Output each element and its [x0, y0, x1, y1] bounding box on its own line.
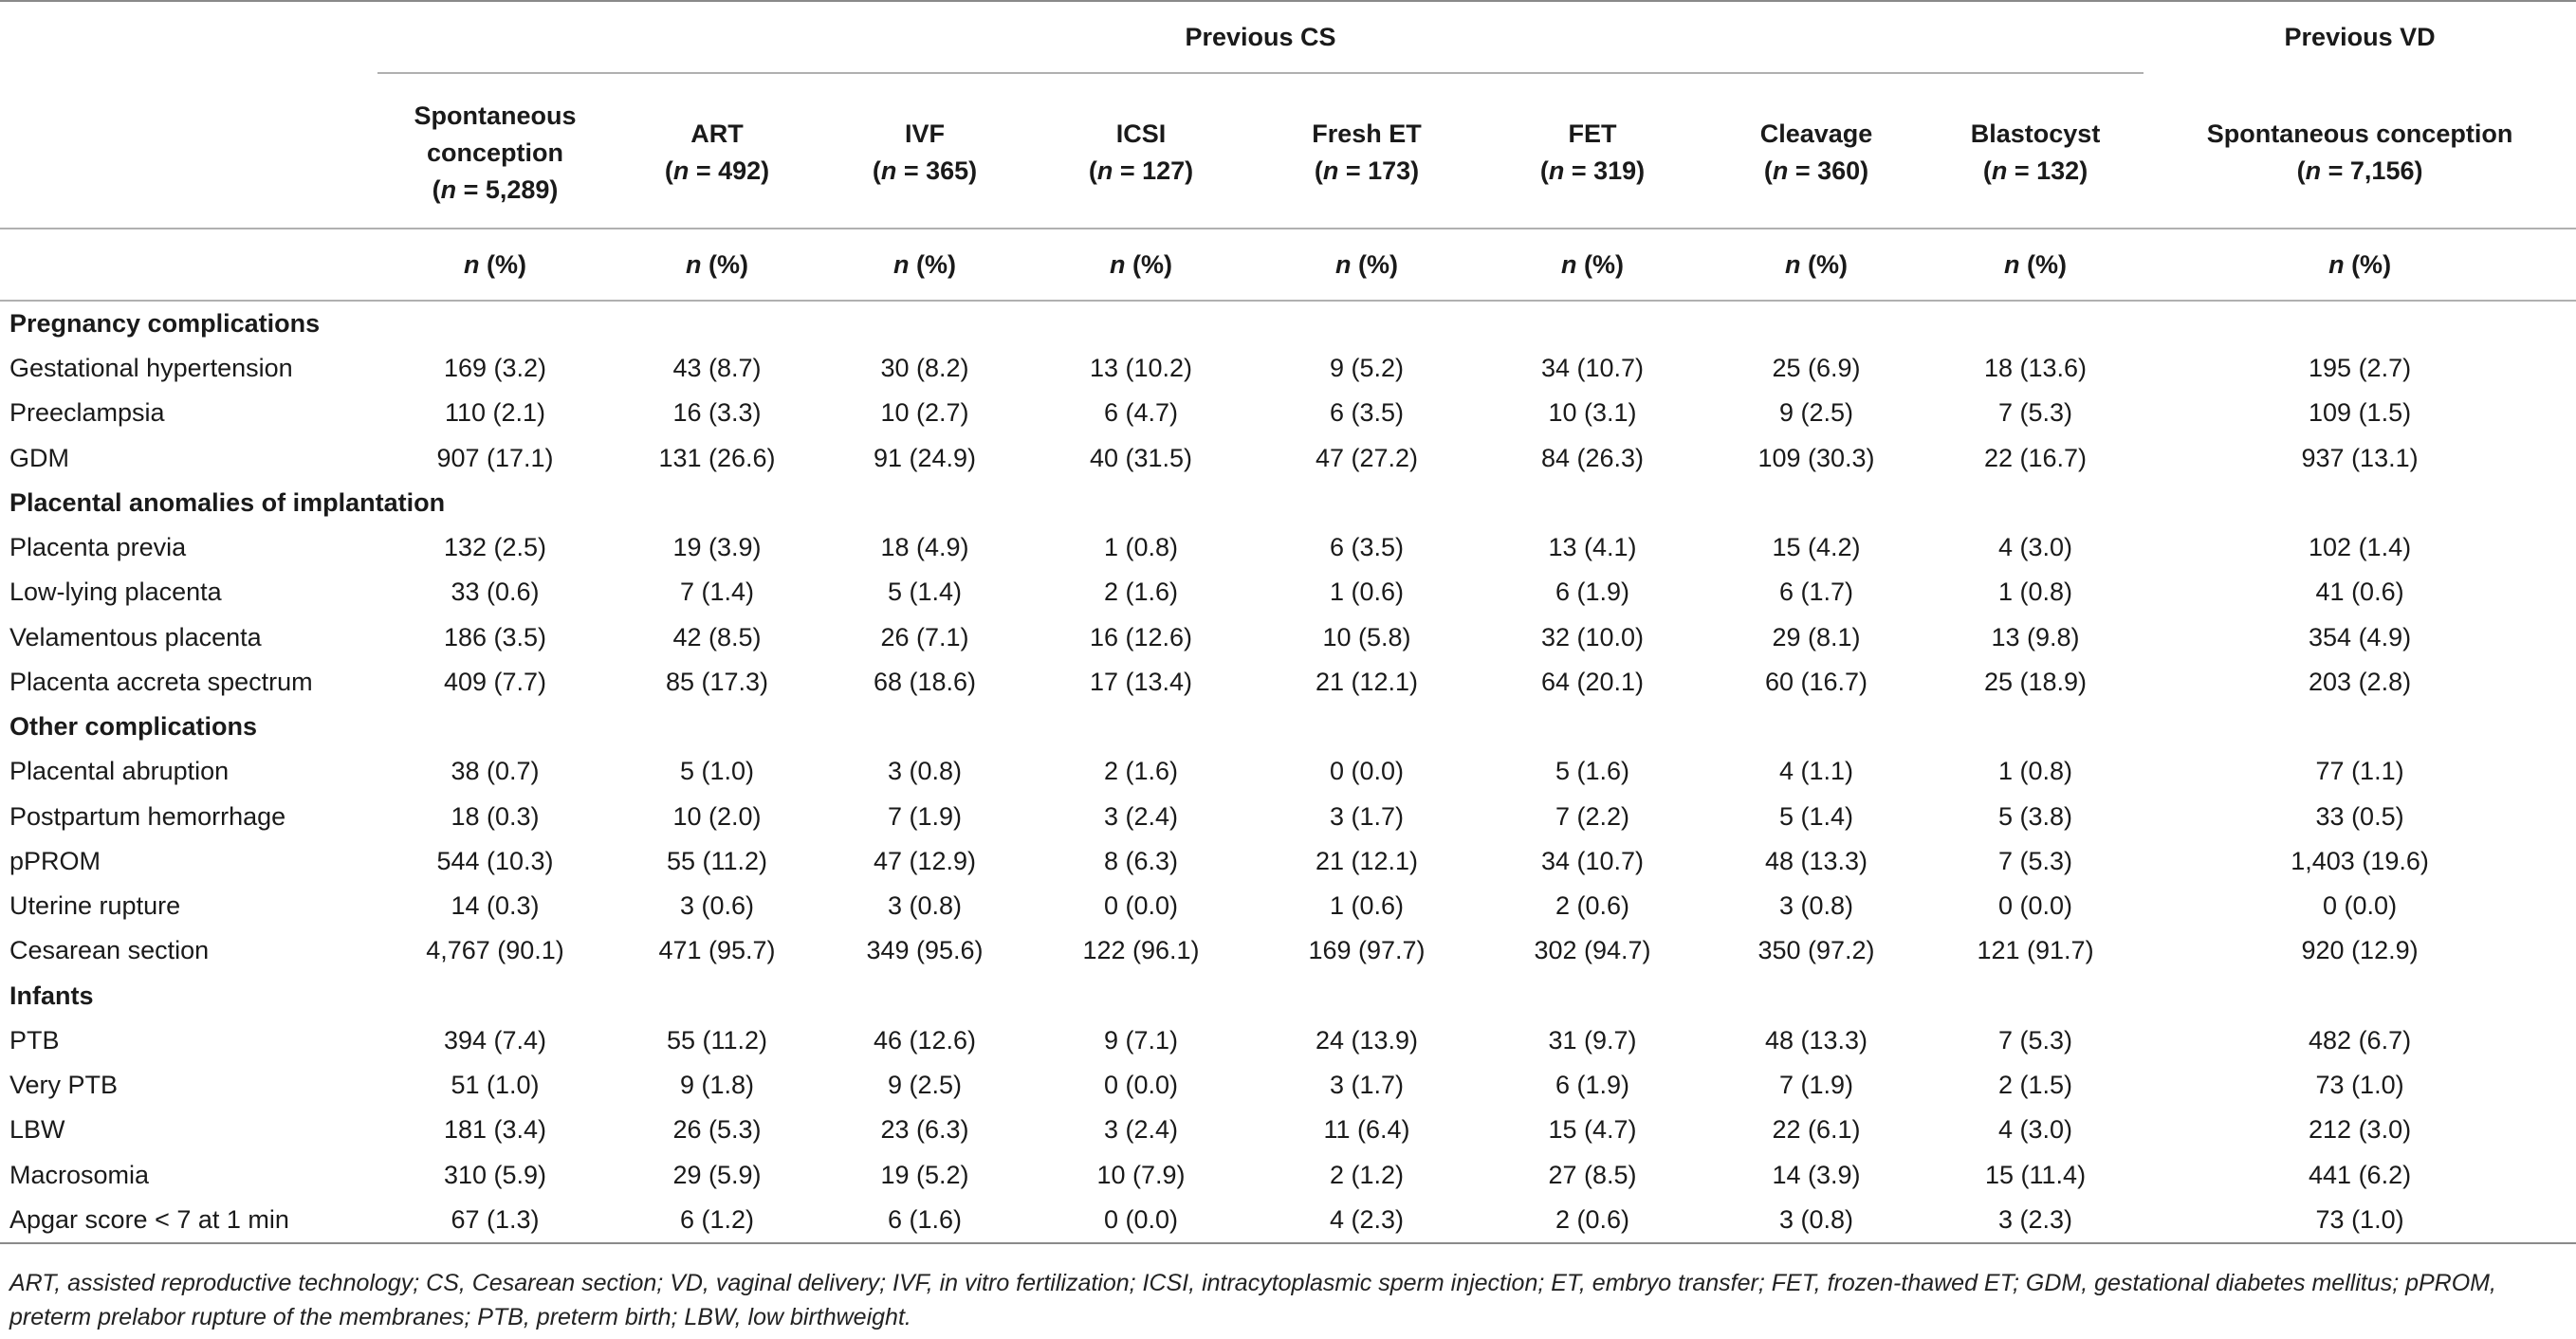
table-cell: 33 (0.6) — [451, 578, 540, 607]
table-row — [0, 346, 2576, 391]
unit-pct: (%) — [479, 249, 526, 279]
table-cell: 1,403 (19.6) — [2291, 846, 2429, 875]
table-cell: 10 (2.7) — [880, 398, 969, 428]
unit-n: n — [1561, 249, 1577, 279]
table-cell: 33 (0.5) — [2315, 801, 2404, 831]
table-cell: 9 (2.5) — [1778, 398, 1854, 428]
unit-n: n — [464, 249, 480, 279]
column-header-0 — [377, 73, 613, 229]
table-cell: 25 (6.9) — [1772, 354, 1861, 383]
table-cell: 38 (0.7) — [451, 757, 540, 786]
table-cell: 169 (97.7) — [1308, 936, 1426, 965]
table-cell: 2 (0.6) — [1480, 1198, 1705, 1243]
table-row — [0, 1152, 2576, 1197]
table-cell: 14 (0.3) — [451, 891, 540, 921]
table-cell: 7 (1.4) — [679, 578, 755, 607]
table-cell: 48 (13.3) — [1764, 846, 1868, 875]
column-header-3 — [1028, 73, 1254, 229]
column-header-6 — [1705, 73, 1927, 229]
table-cell: 4 (3.0) — [1998, 533, 2073, 562]
table-cell: 7 (5.3) — [1998, 398, 2073, 428]
table-cell: 5 (1.4) — [1778, 801, 1854, 831]
table-cell: 471 (95.7) — [658, 936, 776, 965]
sample-size-value: = 173) — [1338, 156, 1420, 185]
table-cell: 13 (9.8) — [1991, 622, 2080, 651]
table-cell: 920 (12.9) — [2301, 936, 2419, 965]
table-cell: 0 (0.0) — [1103, 1071, 1179, 1099]
table-cell: 21 (12.1) — [1315, 667, 1419, 696]
table-cell: 91 (24.9) — [873, 443, 977, 472]
column-header-title: Spontaneous conception — [2206, 119, 2513, 148]
column-header-sample-size: (n = 127) — [1088, 156, 1194, 185]
table-cell: 6 (1.6) — [821, 1198, 1028, 1243]
table-cell: 19 (5.2) — [880, 1160, 969, 1189]
sample-size-symbol: n — [1322, 156, 1339, 185]
table-cell: 55 (11.2) — [666, 846, 768, 875]
table-cell: 21 (12.1) — [1315, 846, 1419, 875]
section-header-row — [0, 974, 2576, 1018]
row-label: Placental abruption — [9, 757, 230, 786]
column-header-title: ICSI — [1115, 119, 1167, 148]
table-cell: 122 (96.1) — [1082, 936, 1200, 965]
row-label: GDM — [9, 443, 69, 472]
table-cell: 195 (2.7) — [2309, 354, 2412, 383]
column-header-5 — [1480, 73, 1705, 229]
table-cell: 24 (13.9) — [1315, 1025, 1419, 1055]
table-cell: 23 (6.3) — [880, 1115, 969, 1145]
table-cell: 1 (0.8) — [1103, 533, 1179, 562]
column-header-7 — [1927, 73, 2144, 229]
table-cell: 5 (1.6) — [1555, 757, 1630, 786]
row-label: Placenta previa — [9, 533, 187, 562]
table-cell: 13 (10.2) — [1089, 354, 1193, 383]
table-cell: 7 (1.9) — [887, 801, 963, 831]
table-cell: 42 (8.5) — [672, 622, 762, 651]
table-cell: 2 (0.6) — [1555, 891, 1630, 921]
column-header-title: FET — [1568, 119, 1617, 148]
table-cell: 10 (5.8) — [1322, 622, 1411, 651]
unit-header-row — [0, 229, 2576, 301]
table-cell: 15 (11.4) — [1985, 1160, 2087, 1189]
unit-pct: (%) — [2019, 249, 2068, 279]
table-cell: 9 (2.5) — [887, 1071, 963, 1099]
table-cell: 26 (5.3) — [672, 1115, 762, 1145]
table-cell: 4,767 (90.1) — [426, 936, 564, 965]
table-row — [0, 928, 2576, 973]
table-cell: 3 (2.4) — [1103, 801, 1179, 831]
column-header-title: Blastocyst — [1970, 119, 2101, 148]
table-cell: 212 (3.0) — [2309, 1115, 2412, 1145]
row-label: Apgar score < 7 at 1 min — [0, 1198, 377, 1243]
table-cell: 64 (20.1) — [1540, 667, 1645, 696]
table-cell: 60 (16.7) — [1764, 667, 1868, 696]
table-cell: 441 (6.2) — [2309, 1160, 2412, 1189]
table-cell: 29 (5.9) — [672, 1160, 762, 1189]
table-cell: 7 (5.3) — [1998, 846, 2073, 875]
table-cell: 2 (1.6) — [1103, 757, 1179, 786]
table-cell: 0 (0.0) — [1329, 757, 1405, 786]
table-cell: 77 (1.1) — [2315, 757, 2404, 786]
table-row — [0, 614, 2576, 659]
table-row — [0, 1108, 2576, 1152]
table-cell: 1 (0.6) — [1329, 891, 1405, 921]
row-label: Cesarean section — [9, 936, 210, 965]
table-cell: 26 (7.1) — [880, 622, 969, 651]
unit-header-5 — [1480, 229, 1705, 301]
table-cell: 482 (6.7) — [2309, 1025, 2412, 1055]
unit-pct: (%) — [701, 249, 748, 279]
sample-size-symbol: n — [880, 156, 897, 185]
table-cell: 48 (13.3) — [1764, 1025, 1868, 1055]
section-title: Placental anomalies of implantation — [9, 487, 446, 517]
unit-pct: (%) — [2344, 249, 2392, 279]
table-cell: 29 (8.1) — [1772, 622, 1861, 651]
table-cell: 394 (7.4) — [443, 1025, 547, 1055]
table-cell: 73 (1.0) — [2315, 1071, 2404, 1099]
table-cell: 22 (16.7) — [1983, 443, 2088, 472]
table-cell: 47 (12.9) — [873, 846, 977, 875]
unit-header-4 — [1254, 229, 1480, 301]
column-header-sample-size: (n = 492) — [664, 156, 770, 185]
table-cell: 3 (2.3) — [1927, 1198, 2144, 1243]
table-cell: 0 (0.0) — [1103, 891, 1179, 921]
stub-header-cell — [0, 73, 377, 229]
section-title: Infants — [9, 981, 94, 1010]
sample-size-symbol: n — [1991, 156, 2008, 185]
table-cell: 3 (1.7) — [1329, 801, 1405, 831]
table-cell: 3 (2.4) — [1103, 1115, 1179, 1145]
table-cell: 3 (0.8) — [887, 891, 963, 921]
table-cell: 203 (2.8) — [2309, 667, 2412, 696]
unit-n: n — [893, 249, 910, 279]
column-header-sample-size: (n = 360) — [1763, 156, 1869, 185]
table-cell: 102 (1.4) — [2309, 533, 2412, 562]
unit-header-2 — [821, 229, 1028, 301]
column-header-sample-size: (n = 132) — [1982, 156, 2088, 185]
table-cell: 27 (8.5) — [1548, 1160, 1637, 1189]
table-cell: 169 (3.2) — [443, 354, 547, 383]
row-label: Very PTB — [9, 1071, 119, 1099]
table-cell: 55 (11.2) — [666, 1025, 768, 1055]
table-cell: 15 (4.7) — [1548, 1115, 1637, 1145]
table-cell: 18 (13.6) — [1983, 354, 2088, 383]
table-cell: 121 (91.7) — [1977, 936, 2094, 965]
table-cell: 18 (0.3) — [451, 801, 540, 831]
table-cell: 109 (30.3) — [1757, 443, 1875, 472]
table-cell: 85 (17.3) — [665, 667, 769, 696]
unit-pct: (%) — [1351, 249, 1398, 279]
table-cell: 84 (26.3) — [1540, 443, 1645, 472]
unit-header-8 — [2144, 229, 2576, 301]
table-cell: 4 (2.3) — [1254, 1198, 1480, 1243]
section-title: Other complications — [9, 712, 258, 742]
unit-pct: (%) — [1800, 249, 1848, 279]
table-cell: 6 (1.9) — [1555, 1071, 1630, 1099]
table-cell: 349 (95.6) — [866, 936, 984, 965]
table-cell: 6 (4.7) — [1103, 398, 1179, 428]
sample-size-value: = 132) — [2007, 156, 2088, 185]
table-cell: 544 (10.3) — [436, 846, 554, 875]
table-cell: 5 (1.4) — [887, 578, 963, 607]
table-cell: 13 (4.1) — [1548, 533, 1637, 562]
sample-size-value: = 365) — [896, 156, 978, 185]
table-cell: 10 (2.0) — [672, 801, 762, 831]
unit-pct: (%) — [1576, 249, 1624, 279]
table-cell: 350 (97.2) — [1757, 936, 1875, 965]
row-label: Postpartum hemorrhage — [9, 801, 286, 831]
table-cell: 3 (0.8) — [887, 757, 963, 786]
table-cell: 1 (0.8) — [1998, 578, 2073, 607]
table-cell: 7 (1.9) — [1778, 1071, 1854, 1099]
table-cell: 4 (3.0) — [1998, 1115, 2073, 1145]
table-cell: 186 (3.5) — [443, 622, 547, 651]
table-cell: 109 (1.5) — [2309, 398, 2412, 428]
column-header-sample-size: (n = 365) — [872, 156, 978, 185]
table-cell: 19 (3.9) — [672, 533, 762, 562]
table-cell: 5 (1.0) — [679, 757, 755, 786]
table-row — [0, 749, 2576, 794]
table-cell: 40 (31.5) — [1089, 443, 1193, 472]
unit-header-3 — [1028, 229, 1254, 301]
table-footnote: ART, assisted reproductive technology; CS, Cesarean section; VD, vaginal delivery; IVF, in vitro fertilization; ICSI, intracytoplasmic sperm injection; ET, embryo transfer; FET, frozen-thawed ET; GDM, gestational diabetes mellitus; pPROM, preterm prelabor rupture of the membranes; PTB, preterm birth; LBW, low birthweight. — [9, 1270, 2496, 1330]
column-header-title: IVF — [904, 119, 945, 148]
table-row — [0, 660, 2576, 705]
sample-size-symbol: n — [1548, 156, 1565, 185]
table-cell: 6 (1.2) — [613, 1198, 821, 1243]
unit-n: n — [2004, 249, 2020, 279]
row-label: Macrosomia — [9, 1160, 150, 1189]
table-cell: 32 (10.0) — [1540, 622, 1645, 651]
table-cell: 9 (1.8) — [679, 1071, 755, 1099]
table-cell: 132 (2.5) — [443, 533, 547, 562]
table-cell: 302 (94.7) — [1534, 936, 1651, 965]
table-cell: 0 (0.0) — [1028, 1198, 1254, 1243]
column-header-sample-size: (n = 5,289) — [432, 174, 559, 204]
section-title: Pregnancy complications — [9, 309, 321, 338]
section-header-row — [0, 481, 2576, 525]
table-cell: 131 (26.6) — [658, 443, 776, 472]
column-header-sample-size: (n = 173) — [1314, 156, 1420, 185]
table-cell: 937 (13.1) — [2301, 443, 2419, 472]
table-cell: 6 (3.5) — [1329, 398, 1405, 428]
table-cell: 15 (4.2) — [1772, 533, 1861, 562]
table-cell: 43 (8.7) — [672, 354, 762, 383]
table-cell: 51 (1.0) — [451, 1071, 540, 1099]
sample-size-symbol: n — [440, 174, 457, 204]
column-header-sample-size: (n = 7,156) — [2296, 156, 2423, 185]
table-cell: 6 (1.7) — [1778, 578, 1854, 607]
section-header-row — [0, 301, 2576, 346]
table-cell: 10 (7.9) — [1096, 1160, 1186, 1189]
column-header-title: Fresh ET — [1312, 119, 1422, 148]
row-label: LBW — [9, 1115, 65, 1145]
column-header-8 — [2144, 73, 2576, 229]
table-cell: 354 (4.9) — [2309, 622, 2412, 651]
table-row — [0, 391, 2576, 435]
table-row — [0, 570, 2576, 614]
table-cell: 6 (1.9) — [1555, 578, 1630, 607]
table-cell: 1 (0.8) — [1998, 757, 2073, 786]
table-cell: 18 (4.9) — [880, 533, 969, 562]
column-header-title-line2: conception — [426, 138, 563, 167]
sample-size-symbol: n — [1096, 156, 1113, 185]
unit-n: n — [686, 249, 702, 279]
stub-header-cell — [0, 229, 377, 301]
sample-size-value: = 7,156) — [2321, 156, 2423, 185]
unit-pct: (%) — [1125, 249, 1172, 279]
column-header-1 — [613, 73, 821, 229]
table-cell: 9 (7.1) — [1103, 1025, 1179, 1055]
table-cell: 2 (1.6) — [1103, 578, 1179, 607]
table-cell: 10 (3.1) — [1548, 398, 1637, 428]
unit-header-6 — [1705, 229, 1927, 301]
table-row — [0, 839, 2576, 884]
group-header-previous-vd: Previous VD — [2144, 1, 2576, 73]
unit-n: n — [1110, 249, 1126, 279]
sample-size-symbol: n — [1772, 156, 1789, 185]
table-cell: 310 (5.9) — [443, 1160, 547, 1189]
table-cell: 9 (5.2) — [1329, 354, 1405, 383]
row-label: Uterine rupture — [9, 891, 181, 921]
column-header-title: Spontaneous — [414, 101, 577, 130]
table-cell: 30 (8.2) — [880, 354, 969, 383]
sample-size-symbol: n — [672, 156, 690, 185]
column-header-row — [0, 73, 2576, 229]
table-cell: 8 (6.3) — [1103, 846, 1179, 875]
table-cell: 907 (17.1) — [436, 443, 554, 472]
stub-header-cell — [0, 1, 377, 73]
table-cell: 46 (12.6) — [873, 1025, 977, 1055]
table-cell: 110 (2.1) — [444, 398, 546, 428]
unit-header-1 — [613, 229, 821, 301]
sample-size-symbol: n — [2305, 156, 2322, 185]
section-header-row — [0, 705, 2576, 749]
table-cell: 22 (6.1) — [1772, 1115, 1861, 1145]
table-cell: 4 (1.1) — [1778, 757, 1854, 786]
table-cell: 2 (1.2) — [1329, 1160, 1405, 1189]
table-cell: 3 (0.8) — [1778, 891, 1854, 921]
table-row — [0, 436, 2576, 481]
column-header-4 — [1254, 73, 1480, 229]
table-row — [0, 1063, 2576, 1108]
unit-header-0 — [377, 229, 613, 301]
table-row — [0, 794, 2576, 838]
table-cell: 6 (3.5) — [1329, 533, 1405, 562]
table-row — [0, 525, 2576, 570]
sample-size-value: = 492) — [689, 156, 770, 185]
table-cell: 0 (0.0) — [2323, 891, 2398, 921]
row-label: pPROM — [9, 846, 101, 875]
row-label: Velamentous placenta — [9, 622, 262, 651]
unit-n: n — [1785, 249, 1801, 279]
column-header-title: Cleavage — [1759, 119, 1873, 148]
table-cell: 2 (1.5) — [1998, 1071, 2073, 1099]
unit-n: n — [2328, 249, 2345, 279]
table-row — [0, 884, 2576, 928]
table-cell: 34 (10.7) — [1540, 354, 1645, 383]
table-row — [0, 1018, 2576, 1063]
sample-size-value: = 319) — [1564, 156, 1646, 185]
table-cell: 17 (13.4) — [1089, 667, 1193, 696]
table-cell: 67 (1.3) — [377, 1198, 613, 1243]
row-label: Placenta accreta spectrum — [9, 667, 313, 696]
row-label: PTB — [9, 1025, 60, 1055]
table-cell: 3 (0.8) — [1705, 1198, 1927, 1243]
group-header-row — [0, 1, 2576, 73]
table-row — [0, 1198, 2576, 1243]
table-cell: 41 (0.6) — [2315, 578, 2404, 607]
unit-n: n — [1335, 249, 1352, 279]
table-cell: 0 (0.0) — [1998, 891, 2073, 921]
row-label: Low-lying placenta — [9, 578, 222, 607]
table-cell: 7 (5.3) — [1998, 1025, 2073, 1055]
table-cell: 14 (3.9) — [1772, 1160, 1861, 1189]
unit-header-7 — [1927, 229, 2144, 301]
sample-size-value: = 127) — [1113, 156, 1194, 185]
sample-size-value: = 5,289) — [456, 174, 559, 204]
table-cell: 7 (2.2) — [1555, 801, 1630, 831]
row-label: Gestational hypertension — [9, 354, 293, 383]
table-cell: 3 (0.6) — [679, 891, 755, 921]
row-label: Preeclampsia — [9, 398, 165, 428]
table-cell: 16 (12.6) — [1089, 622, 1193, 651]
table-cell: 181 (3.4) — [443, 1115, 547, 1145]
unit-pct: (%) — [909, 249, 956, 279]
table-cell: 3 (1.7) — [1329, 1071, 1405, 1099]
table-cell: 68 (18.6) — [873, 667, 977, 696]
column-header-title: ART — [690, 119, 744, 148]
table-cell: 11 (6.4) — [1323, 1115, 1410, 1145]
table-cell: 16 (3.3) — [672, 398, 762, 428]
table-cell: 34 (10.7) — [1540, 846, 1645, 875]
table-cell: 1 (0.6) — [1329, 578, 1405, 607]
table-cell: 47 (27.2) — [1315, 443, 1419, 472]
sample-size-value: = 360) — [1788, 156, 1869, 185]
table-cell: 5 (3.8) — [1998, 801, 2073, 831]
table-cell: 409 (7.7) — [443, 667, 547, 696]
group-header-previous-cs: Previous CS — [377, 1, 2144, 73]
table-cell: 25 (18.9) — [1983, 667, 2088, 696]
table-cell: 73 (1.0) — [2144, 1198, 2576, 1243]
table-cell: 31 (9.7) — [1548, 1025, 1637, 1055]
column-header-sample-size: (n = 319) — [1539, 156, 1646, 185]
column-header-2 — [821, 73, 1028, 229]
